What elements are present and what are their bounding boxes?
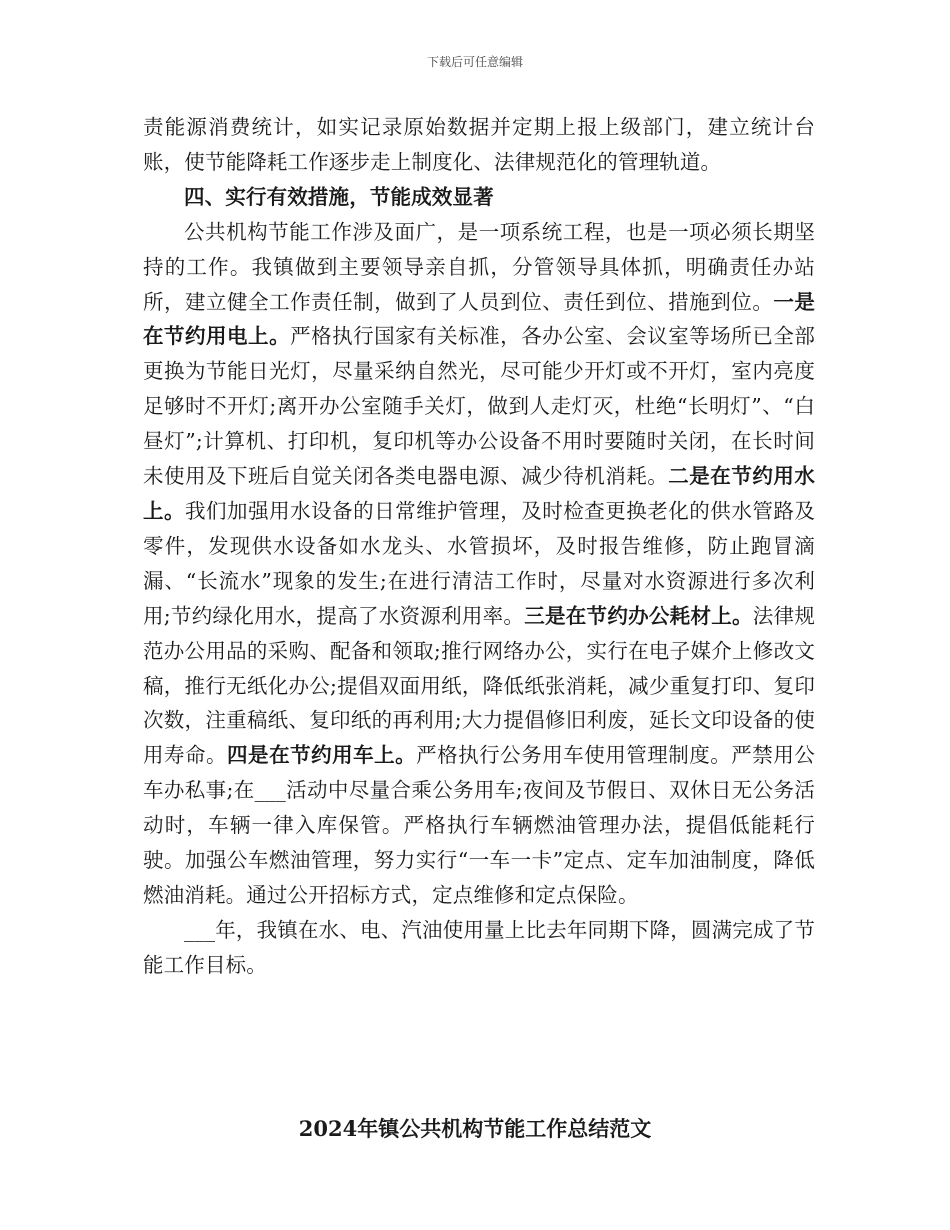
paragraph-measures xyxy=(143,215,815,913)
point-three-supplies: 三是在节约办公耗材上。 xyxy=(524,603,753,628)
page-header: 下载后可任意编辑 xyxy=(426,55,523,69)
document-title: 2024年镇公共机构节能工作总结范文 xyxy=(298,1116,652,1141)
measures-intro: 公共机构节能工作涉及面广，是一项系统工程，也是一项必须长期坚持的工作。我镇做到主要领导亲自抓，分管领导具体抓，明确责任办站所，建立健全工作责任制，做到了人员到位、责任到位、措施到位。 xyxy=(143,219,815,314)
point-four-vehicles: 四是在节约用车上。 xyxy=(227,743,417,768)
point-two-text: 我们加强用水设备的日常维护管理，及时检查更换老化的供水管路及零件，发现供水设备如水龙头、水管损坏，及时报告维修，防止跑冒滴漏、“长流水”现象的发生;在进行清洁工作时，尽量对水资源进行多次利用;节约绿化用水，提高了水资源利用率。 xyxy=(143,498,815,628)
section-heading-four: 四、实行有效措施，节能成效显著 xyxy=(184,184,494,209)
point-four-text: 严格执行公务用车使用管理制度。严禁用公车办私事;在___活动中尽量合乘公务用车;夜间及节假日、双休日无公务活动时，车辆一律入库保管。严格执行车辆燃油管理办法，提倡低能耗行驶。加强公车燃油管理，努力实行“一车一卡”定点、定车加油制度，降低燃油消耗。通过公开招标方式，定点维修和定点保险。 xyxy=(143,743,815,907)
paragraph-results: ___年，我镇在水、电、汽油使用量上比去年同期下降，圆满完成了节能工作目标。 xyxy=(143,917,815,977)
point-one-text: 严格执行国家有关标准，各办公室、会议室等场所已全部更换为节能日光灯，尽量采纳自然光，尽可能少开灯或不开灯，室内亮度足够时不开灯;离开办公室随手关灯，做到人走灯灭，杜绝“长明灯”、“白昼灯”;计算机、打印机，复印机等办公设备不用时要随时关闭，在长时间未使用及下班后自觉关闭各类电器电源、减少待机消耗。 xyxy=(143,324,815,489)
document-body xyxy=(143,110,815,983)
paragraph-energy-statistics: 责能源消费统计，如实记录原始数据并定期上报上级部门，建立统计台账，使节能降耗工作逐步走上制度化、法律规范化的管理轨道。 xyxy=(143,115,815,174)
point-two-water: 二是在节约用水上。 xyxy=(143,464,815,523)
point-three-text: 法律规范办公用品的采购、配备和领取;推行网络办公，实行在电子媒介上修改文稿，推行无纸化办公;提倡双面用纸，降低纸张消耗，减少重复打印、复印次数，注重稿纸、复印纸的再利用;大力提倡修旧利废，延长文印设备的使用寿命。 xyxy=(143,603,816,768)
point-one-electricity: 一是在节约用电上。 xyxy=(143,289,815,349)
